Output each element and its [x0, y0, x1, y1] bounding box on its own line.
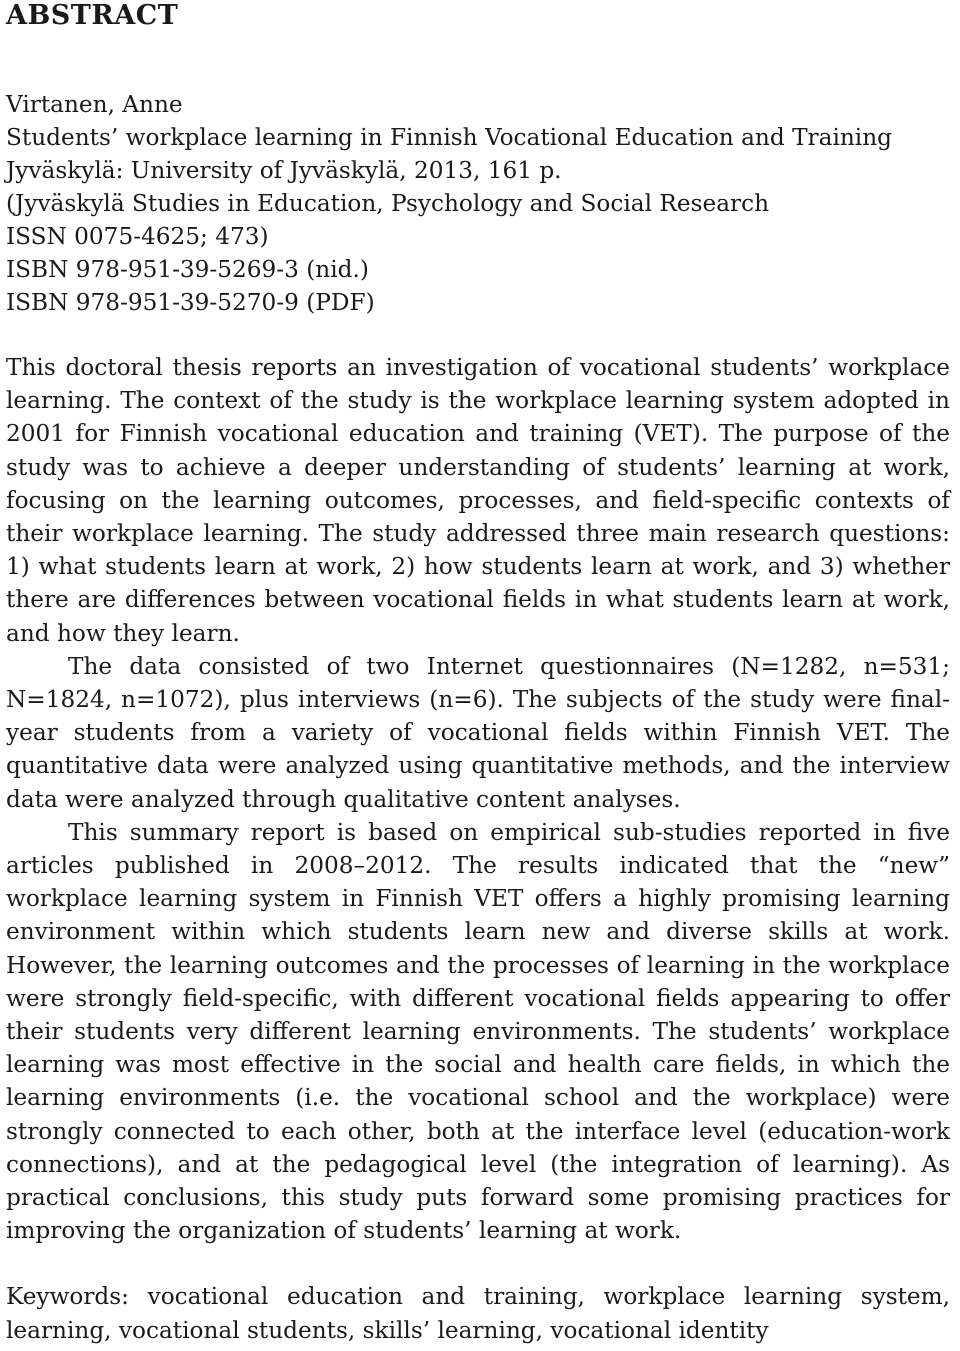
series: (Jyväskylä Studies in Education, Psychology and Social Research	[6, 190, 770, 217]
thesis-title: Students’ workplace learning in Finnish Vocational Education and Training	[6, 124, 892, 151]
isbn-pdf: ISBN 978-951-39-5270-9 (PDF)	[6, 289, 375, 316]
publisher: Jyväskylä: University of Jyväskylä, 2013, 161 p.	[6, 157, 562, 184]
isbn-print: ISBN 978-951-39-5269-3 (nid.)	[6, 256, 369, 283]
issn: ISSN 0075-4625; 473)	[6, 223, 269, 250]
abstract-paragraph-1: This doctoral thesis reports an investigation of vocational students’ workplace learning. The context of the study is the workplace learning system adopted in 2001 for Finnish vocational education and training (VET). The purpose of the study was to achieve a deeper understanding of students’ learning at work, focusing on the learning outcomes, processes, and field-specific contexts of their workplace learning. The study addressed three main research questions: 1) what students learn at work, 2) how students learn at work, and 3) whether there are differences between vocational fields in what students learn at work, and how they learn.	[6, 354, 950, 647]
keywords: Keywords: vocational education and training, workplace learning system, learning, vocational students, skills’ learning, vocational identity	[6, 1283, 950, 1344]
bibliographic-info	[6, 88, 950, 319]
author: Virtanen, Anne	[6, 91, 183, 118]
abstract-heading: ABSTRACT	[6, 0, 179, 31]
abstract-paragraph-3: This summary report is based on empirical sub-studies reported in five articles published in 2008–2012. The results indicated that the “new” workplace learning system in Finnish VET offers a highly promising learning environment within which students learn new and diverse skills at work. However, the learning outcomes and the processes of learning in the workplace were strongly field-specific, with different vocational fields appearing to offer their students very different learning environments. The students’ workplace learning was most effective in the social and health care fields, in which the learning environments (i.e. the vocational school and the workplace) were strongly connected to each other, both at the interface level (education-work connections), and at the pedagogical level (the integration of learning). As practical conclusions, this study puts forward some promising practices for improving the organization of students’ learning at work.	[6, 818, 950, 1245]
document-page	[6, 0, 950, 1347]
abstract-paragraph-2: The data consisted of two Internet questionnaires (N=1282, n=531; N=1824, n=1072), plus interviews (n=6). The subjects of the study were final-year students from a variety of vocational fields within Finnish VET. The quantitative data were analyzed using quantitative methods, and the interview data were analyzed through qualitative content analyses.	[6, 652, 950, 813]
abstract-body	[6, 351, 950, 1247]
